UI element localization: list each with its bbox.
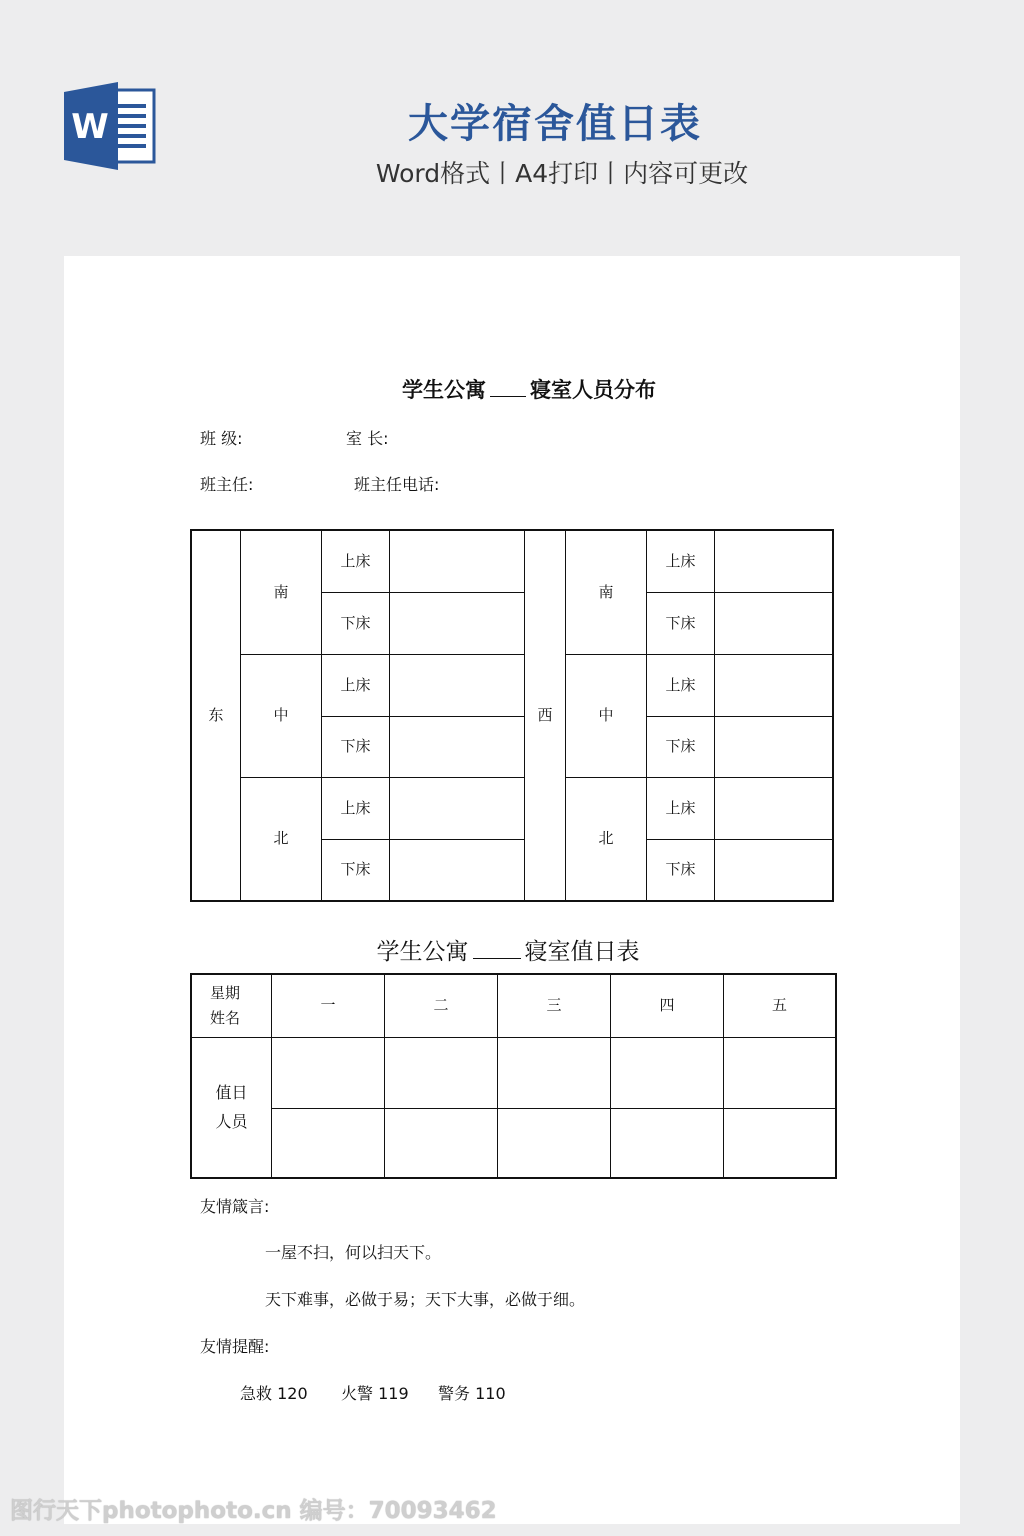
- day-header-fri: 五: [771, 996, 787, 1015]
- reminder-label: 友情提醒:: [200, 1337, 270, 1356]
- bed-upper-label: 上床: [340, 551, 371, 570]
- day-header-thu: 四: [659, 996, 675, 1015]
- bed-lower-label: 下床: [340, 860, 371, 879]
- bed-upper-label: 上床: [665, 798, 696, 817]
- east-south-label: 南: [273, 582, 289, 601]
- bed-lower-label: 下床: [340, 737, 371, 756]
- fire-number: 火警 119: [341, 1384, 409, 1403]
- motto-line-1: 一屋不扫，何以扫天下。: [265, 1243, 442, 1262]
- east-north-label: 北: [273, 829, 289, 848]
- bed-lower-label: 下床: [665, 737, 696, 756]
- west-middle-label: 中: [598, 706, 614, 725]
- police-number: 警务 110: [438, 1384, 506, 1403]
- bed-upper-label: 上床: [340, 798, 371, 817]
- weekday-name-corner: 星期 姓名: [209, 984, 240, 1027]
- motto-line-2: 天下难事，必做于易；天下大事，必做于细。: [265, 1290, 586, 1309]
- head-teacher-label: 班主任:: [200, 475, 254, 494]
- duty-person-label: 值日 人员: [215, 1082, 248, 1131]
- west-north-label: 北: [598, 829, 614, 848]
- bed-lower-label: 下床: [665, 860, 696, 879]
- west-south-label: 南: [598, 582, 614, 601]
- page-title: 大学宿舍值日表: [408, 101, 702, 147]
- bed-distribution-table: [190, 529, 834, 902]
- bed-lower-label: 下床: [340, 613, 371, 632]
- day-header-mon: 一: [320, 996, 336, 1015]
- bed-lower-label: 下床: [665, 613, 696, 632]
- bed-upper-label: 上床: [665, 675, 696, 694]
- east-middle-label: 中: [273, 706, 289, 725]
- bed-upper-label: 上床: [340, 675, 371, 694]
- dorm-leader-label: 室 长:: [346, 429, 389, 448]
- duty-table-title: 学生公寓 寝室值日表: [376, 939, 640, 965]
- east-label: 东: [208, 705, 224, 724]
- motto-label: 友情箴言:: [200, 1197, 270, 1216]
- watermark: 图行天下photophoto.cn 编号：70093462: [10, 1498, 497, 1524]
- bed-upper-label: 上床: [665, 551, 696, 570]
- day-header-tue: 二: [433, 996, 449, 1015]
- distribution-title: 学生公寓 寝室人员分布: [402, 378, 656, 402]
- svg-text:W: W: [71, 107, 109, 147]
- emergency-number: 急救 120: [240, 1384, 308, 1403]
- head-teacher-phone-label: 班主任电话:: [354, 475, 440, 494]
- page-subtitle: Word格式丨A4打印丨内容可更改: [375, 159, 749, 188]
- duty-table: [190, 973, 837, 1179]
- west-label: 西: [537, 705, 553, 724]
- class-label: 班 级:: [200, 429, 243, 448]
- day-header-wed: 三: [546, 996, 562, 1015]
